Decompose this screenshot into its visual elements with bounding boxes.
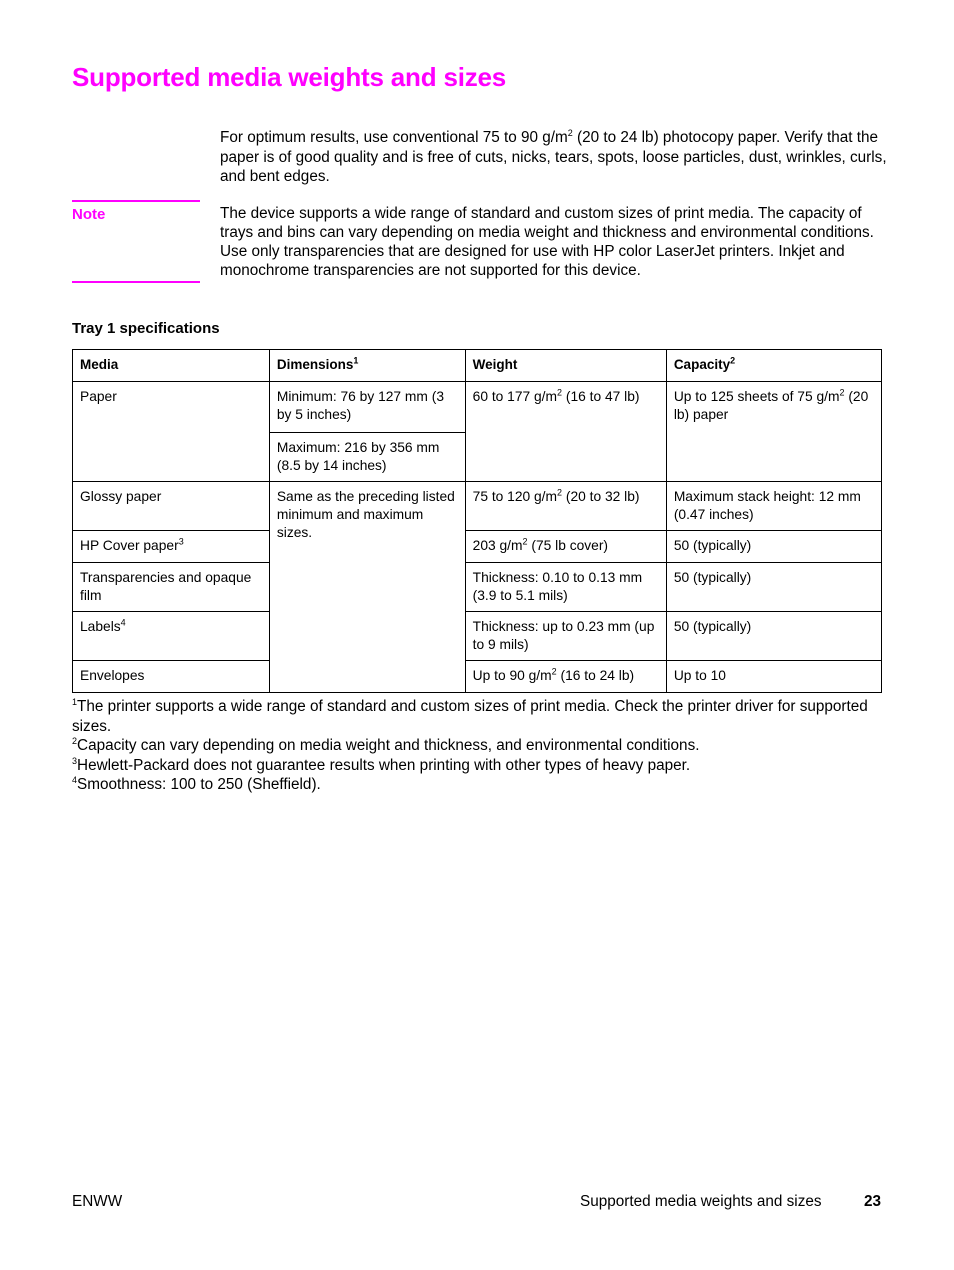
footnote-number: 1 — [72, 696, 78, 707]
cell-media-labels — [73, 612, 270, 661]
footnote-number: 2 — [72, 735, 78, 746]
cell-weight-labels: Thickness: up to 0.23 mm (up to 9 mils) — [465, 612, 666, 661]
cell-media-paper: Paper — [73, 382, 270, 482]
header-dimensions-sup: 1 — [353, 355, 359, 366]
header-capacity-sup: 2 — [730, 355, 736, 366]
cell-weight-paper — [465, 382, 666, 482]
cell-capacity-transparencies: 50 (typically) — [666, 563, 881, 612]
header-dimensions — [269, 350, 465, 382]
table-row — [73, 482, 882, 531]
table-header-row — [73, 350, 882, 382]
media-cover-label: HP Cover paper — [80, 538, 179, 553]
cell-weight-transparencies: Thickness: 0.10 to 0.13 mm (3.9 to 5.1 mils) — [465, 563, 666, 612]
weight-cover-b: (75 lb cover) — [527, 538, 609, 553]
footer-enww: ENWW — [72, 1193, 123, 1210]
cell-weight-cover — [465, 531, 666, 563]
footnote — [72, 736, 882, 756]
cell-dim-shared: Same as the preceding listed minimum and maximum sizes. — [269, 482, 465, 693]
cell-weight-glossy — [465, 482, 666, 531]
intro-sup: 2 — [567, 127, 573, 138]
cell-capacity-glossy: Maximum stack height: 12 mm (0.47 inches) — [666, 482, 881, 531]
footnote — [72, 775, 882, 795]
media-labels-label: Labels — [80, 619, 121, 634]
weight-envelopes-sup: 2 — [551, 666, 557, 677]
header-dimensions-label: Dimensions — [276, 357, 354, 372]
weight-paper-sup: 2 — [557, 387, 563, 398]
cell-capacity-cover: 50 (typically) — [666, 531, 881, 563]
header-capacity — [666, 350, 881, 382]
intro-text-a: For optimum results, use conventional 75 to 90 g/m — [220, 129, 568, 146]
weight-cover-a: 203 g/m — [472, 538, 523, 553]
cell-dim-max: Maximum: 216 by 356 mm (8.5 by 14 inches) — [269, 433, 465, 482]
footnote — [72, 756, 882, 776]
weight-envelopes-b: (16 to 24 lb) — [556, 668, 635, 683]
capacity-paper-sup: 2 — [839, 387, 845, 398]
footnote-text: The printer supports a wide range of standard and custom sizes of print media. Check the printer driver for supported sizes. — [72, 698, 868, 735]
cell-media-envelopes: Envelopes — [73, 661, 270, 693]
weight-paper-a: 60 to 177 g/m — [472, 389, 558, 404]
cell-capacity-paper — [666, 382, 881, 482]
footnote-number: 4 — [72, 774, 78, 785]
note-top-rule — [72, 200, 200, 202]
tray1-spec-table — [72, 349, 882, 693]
media-cover-sup: 3 — [178, 536, 184, 547]
media-labels-sup: 4 — [120, 617, 126, 628]
cell-media-glossy: Glossy paper — [73, 482, 270, 531]
weight-glossy-sup: 2 — [557, 487, 563, 498]
footnote-text: Capacity can vary depending on media weight and thickness, and environmental conditions. — [77, 737, 700, 754]
footer-page-number: 23 — [864, 1193, 882, 1210]
table-row — [73, 661, 882, 693]
footnote-number: 3 — [72, 755, 78, 766]
table-heading: Tray 1 specifications — [72, 320, 220, 337]
weight-envelopes-a: Up to 90 g/m — [472, 668, 552, 683]
intro-text-b: (20 to 24 lb) photocopy paper. Verify that the paper is of good quality and is free of cuts, nicks, tears, spots, loose particles, dust, wrinkles, curls, and bent edges. — [220, 129, 887, 185]
footnote — [72, 697, 882, 736]
capacity-paper-a: Up to 125 sheets of 75 g/m — [673, 389, 840, 404]
note-label: Note — [72, 206, 106, 223]
table-row — [73, 612, 882, 661]
weight-cover-sup: 2 — [522, 536, 528, 547]
cell-dim-min: Minimum: 76 by 127 mm (3 by 5 inches) — [269, 382, 465, 433]
weight-glossy-a: 75 to 120 g/m — [472, 489, 558, 504]
cell-media-transparencies: Transparencies and opaque film — [73, 563, 270, 612]
weight-glossy-b: (20 to 32 lb) — [562, 489, 640, 504]
cell-weight-envelopes — [465, 661, 666, 693]
footnote-text: Hewlett-Packard does not guarantee results when printing with other types of heavy paper. — [77, 756, 691, 774]
header-media: Media — [73, 350, 270, 382]
capacity-paper-b: (20 lb) paper — [673, 389, 869, 422]
footer-section-title: Supported media weights and sizes — [580, 1193, 822, 1210]
table-row — [73, 531, 882, 563]
header-weight: Weight — [465, 350, 666, 382]
footnote-text: Smoothness: 100 to 250 (Sheffield). — [77, 776, 321, 793]
note-text: The device supports a wide range of standard and custom sizes of print media. The capacity of trays and bins can vary depending on media weight and thickness and environmental conditions. Use only transparencies that are designed for use with HP color LaserJet printers. Inkjet and monochrome transparencies are not supported for this device. — [220, 205, 874, 279]
table-row — [73, 382, 882, 433]
table-row — [73, 563, 882, 612]
footnotes — [72, 697, 882, 795]
weight-paper-b: (16 to 47 lb) — [562, 389, 640, 404]
cell-capacity-labels: 50 (typically) — [666, 612, 881, 661]
header-capacity-label: Capacity — [673, 357, 731, 372]
note-bottom-rule — [72, 281, 200, 283]
cell-media-cover — [73, 531, 270, 563]
cell-capacity-envelopes: Up to 10 — [666, 661, 881, 693]
page-title: Supported media weights and sizes — [72, 62, 507, 92]
intro-paragraph — [220, 128, 890, 187]
